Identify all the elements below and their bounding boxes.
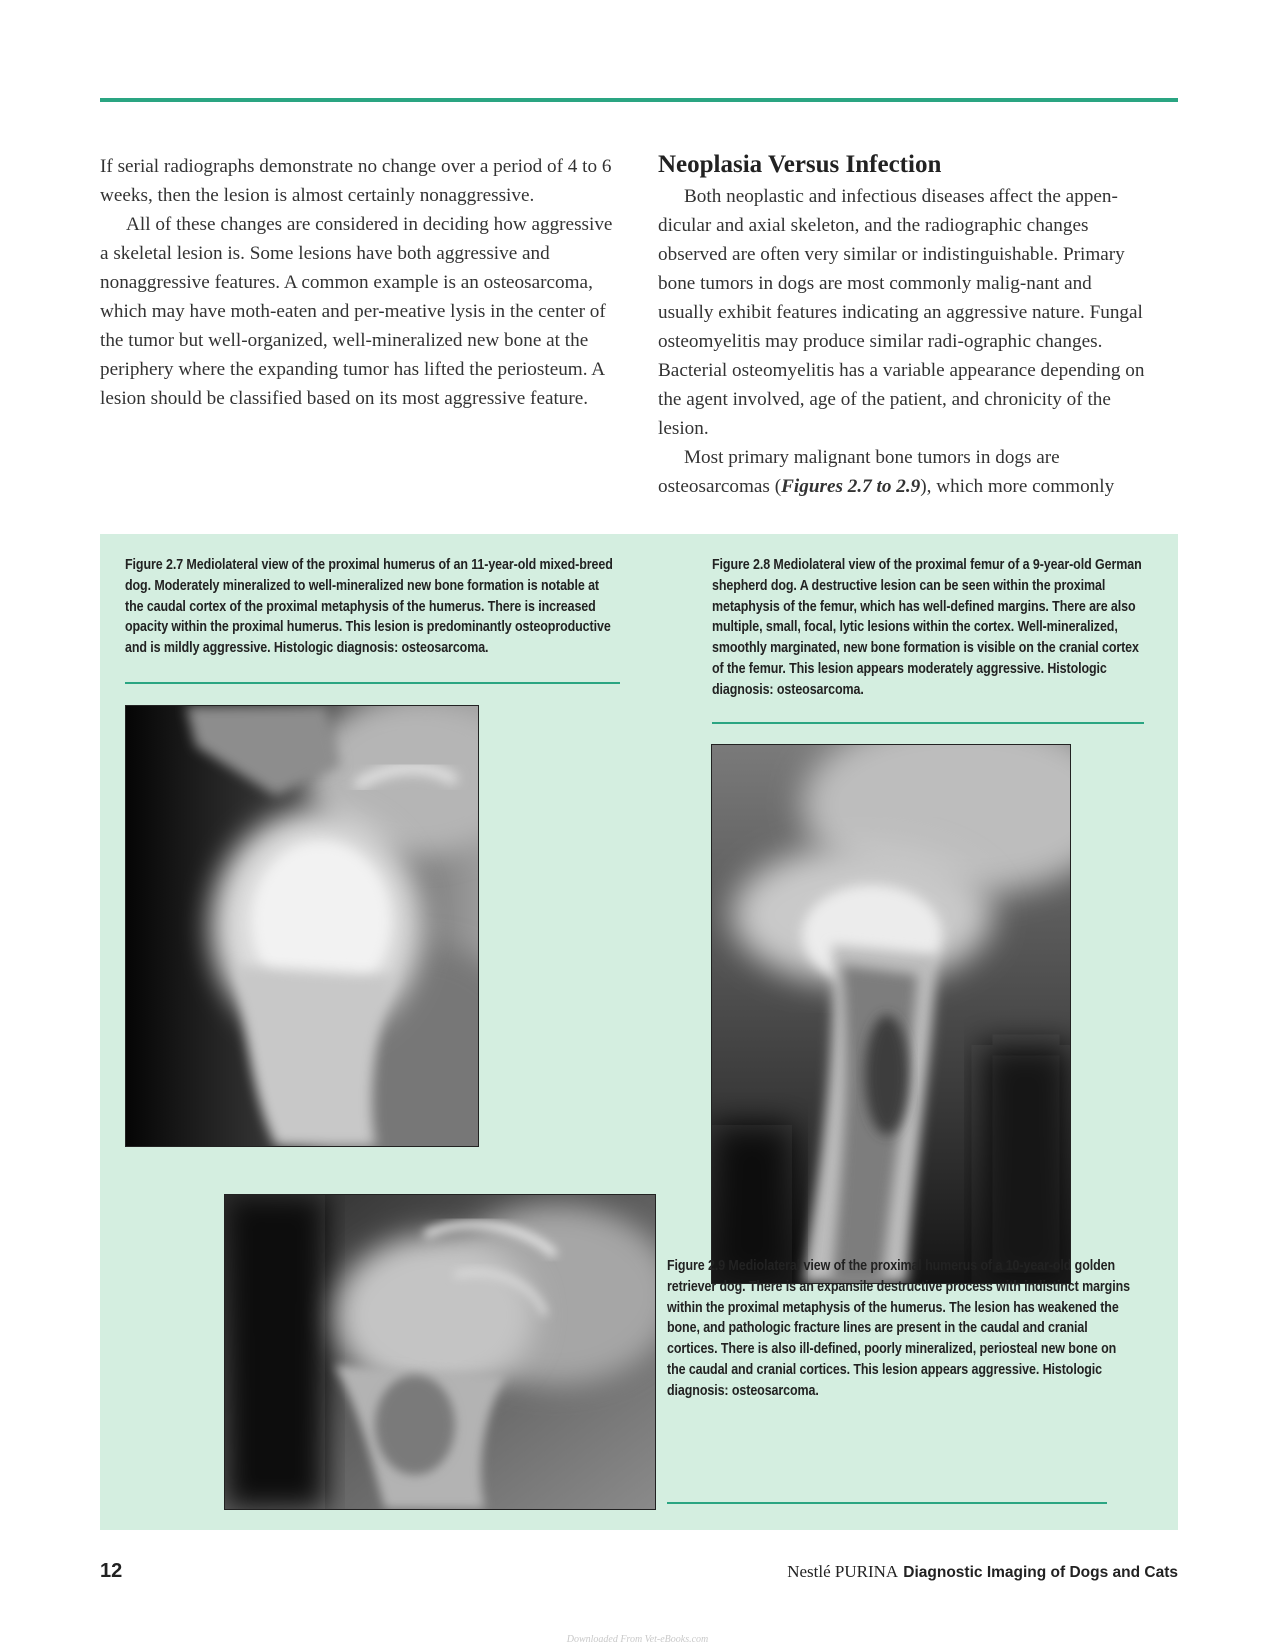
paragraph-text: ), which more commonly bbox=[920, 476, 1115, 497]
body-paragraph: All of these changes are considered in deciding how aggressive a skeletal lesion is. Some lesions have both aggressive and nonaggressive features. A common example is an osteosarcoma, which may have moth-eaten and per-meative lysis in the center of the tumor but well-organized, well-mineralized new bone at the periphery where the expanding tumor has lifted the periosteum. A lesion should be classified based on its most aggressive feature. bbox=[100, 214, 613, 409]
caption-rule bbox=[125, 682, 620, 684]
caption-rule bbox=[667, 1502, 1107, 1504]
figure-2-8-caption: Figure 2.8 Mediolateral view of the proximal femur of a 9-year-old German shepherd dog. A destructive lesion can be seen within the proximal metaphysis of the femur, which has well-defined margins. There are also multiple, small, focal, lytic lesions within the cortex. Well-mineralized, smoothly marginated, new bone formation is visible on the cranial cortex of the femur. This lesion appears moderately aggressive. Histologic diagnosis: osteosarcoma. bbox=[712, 557, 1142, 698]
book-title: Diagnostic Imaging of Dogs and Cats bbox=[903, 1564, 1178, 1581]
figure-2-7-caption: Figure 2.7 Mediolateral view of the proximal humerus of an 11-year-old mixed-breed dog. Moderately mineralized to well-mineralized new bone formation is notable at the caudal cortex of the proximal metaphysis of the humerus. There is increased opacity within the proximal humerus. This lesion is predominantly osteoproductive and is mildly aggressive. Histologic diagnosis: osteosarcoma. bbox=[125, 557, 613, 657]
running-footer bbox=[787, 1562, 1178, 1582]
figure-2-7-radiograph bbox=[125, 705, 479, 1147]
left-column bbox=[100, 152, 615, 413]
body-paragraph: Both neoplastic and infectious diseases affect the appen-dicular and axial skeleton, and the radiographic changes observed are often very similar or indistinguishable. Primary bone tumors in dogs are most commonly malig-nant and usually exhibit features indicating an aggressive nature. Fungal osteomyelitis may produce similar radi-ographic changes. Bacterial osteomyelitis has a variable appearance depending on the agent involved, age of the patient, and chronicity of the lesion. bbox=[658, 186, 1145, 439]
publisher-brand: Nestlé PURINA bbox=[787, 1562, 899, 1581]
page-number: 12 bbox=[100, 1560, 123, 1582]
top-rule bbox=[100, 98, 1178, 102]
figure-reference: Figures 2.7 to 2.9 bbox=[781, 476, 921, 497]
paragraph-text: Most primary malignant bone tumors in dogs are osteosarcomas ( bbox=[658, 447, 1060, 497]
body-paragraph: If serial radiographs demonstrate no change over a period of 4 to 6 weeks, then the lesion is almost certainly nonaggressive. bbox=[100, 156, 612, 206]
figure-2-9-radiograph bbox=[224, 1194, 656, 1510]
figure-2-9-caption: Figure 2.9 Mediolateral view of the proximal humerus of a 10-year-old golden retriever dog. There is an expansile destructive process with indistinct margins within the proximal metaphysis of the humerus. The lesion has weakened the bone, and pathologic fracture lines are present in the caudal and cranial cortices. There is also ill-defined, poorly mineralized, periosteal new bone on the caudal and cranial cortices. This lesion appears aggressive. Histologic diagnosis: osteosarcoma. bbox=[667, 1258, 1130, 1399]
watermark: Downloaded From Vet-eBooks.com bbox=[566, 1634, 709, 1645]
body-paragraph bbox=[658, 443, 1148, 501]
figure-panel bbox=[100, 534, 1178, 1530]
section-heading: Neoplasia Versus Infection bbox=[658, 151, 942, 178]
figure-2-8-radiograph bbox=[711, 744, 1071, 1284]
caption-rule bbox=[712, 722, 1144, 724]
right-column bbox=[658, 149, 1148, 501]
